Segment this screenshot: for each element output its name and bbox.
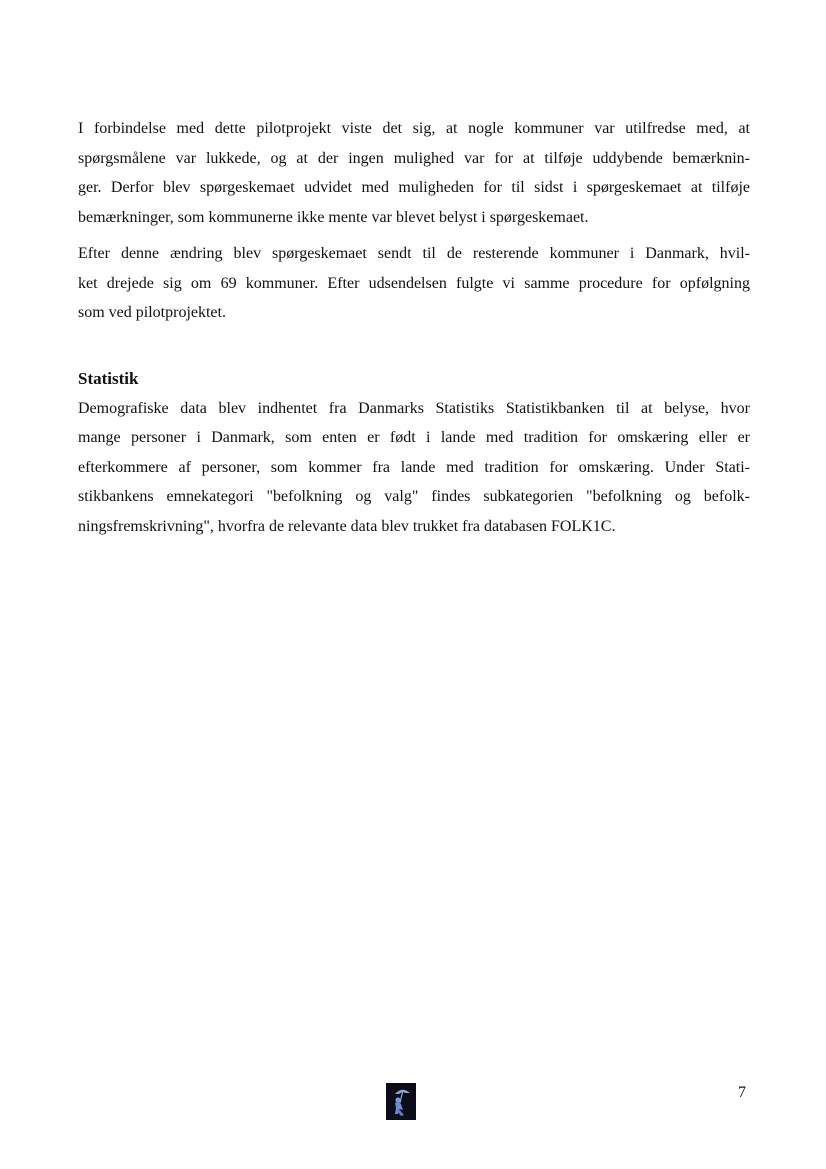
text-line: mange personer i Danmark, som enten er født i lande med tradition for omskæring eller er xyxy=(78,429,750,446)
section-heading-statistik: Statistik xyxy=(78,368,139,388)
text-line: som ved pilotprojektet. xyxy=(78,304,226,321)
text-line: ger. Derfor blev spørgeskemaet udvidet med muligheden for til sidst i spørgeskemaet at tilføje xyxy=(78,179,750,196)
text-line: ningsfremskrivning", hvorfra de relevante data blev trukket fra databasen FOLK1C. xyxy=(78,517,616,535)
page-content xyxy=(78,114,750,548)
text-line: stikbankens emnekategori "befolkning og valg" findes subkategorien "befolkning og befolk- xyxy=(78,488,750,505)
paragraph-statistik xyxy=(78,394,750,542)
paragraph-pilot-feedback xyxy=(78,114,750,232)
text-line: efterkommere af personer, som kommer fra lande med tradition for omskæring. Under Stati- xyxy=(78,458,750,476)
text-line: Demografiske data blev indhentet fra Danmarks Statistiks Statistikbanken til at belyse, hvor xyxy=(78,399,750,417)
text-line: I forbindelse med dette pilotprojekt viste det sig, at nogle kommuner var utilfredse med, at xyxy=(78,120,750,137)
umbrella-figure-icon xyxy=(386,1083,416,1120)
page-number: 7 xyxy=(738,1084,746,1101)
text-line: ket drejede sig om 69 kommuner. Efter udsendelsen fulgte vi samme procedure for opfølgning xyxy=(78,274,750,292)
text-line: bemærkninger, som kommunerne ikke mente var blevet belyst i spørgeskemaet. xyxy=(78,208,589,226)
text-line: Efter denne ændring blev spørgeskemaet sendt til de resterende kommuner i Danmark, hvil- xyxy=(78,245,750,262)
text-line: spørgsmålene var lukkede, og at der ingen mulighed var for at tilføje uddybende bemærknin- xyxy=(78,149,750,167)
paragraph-distribution xyxy=(78,239,750,328)
